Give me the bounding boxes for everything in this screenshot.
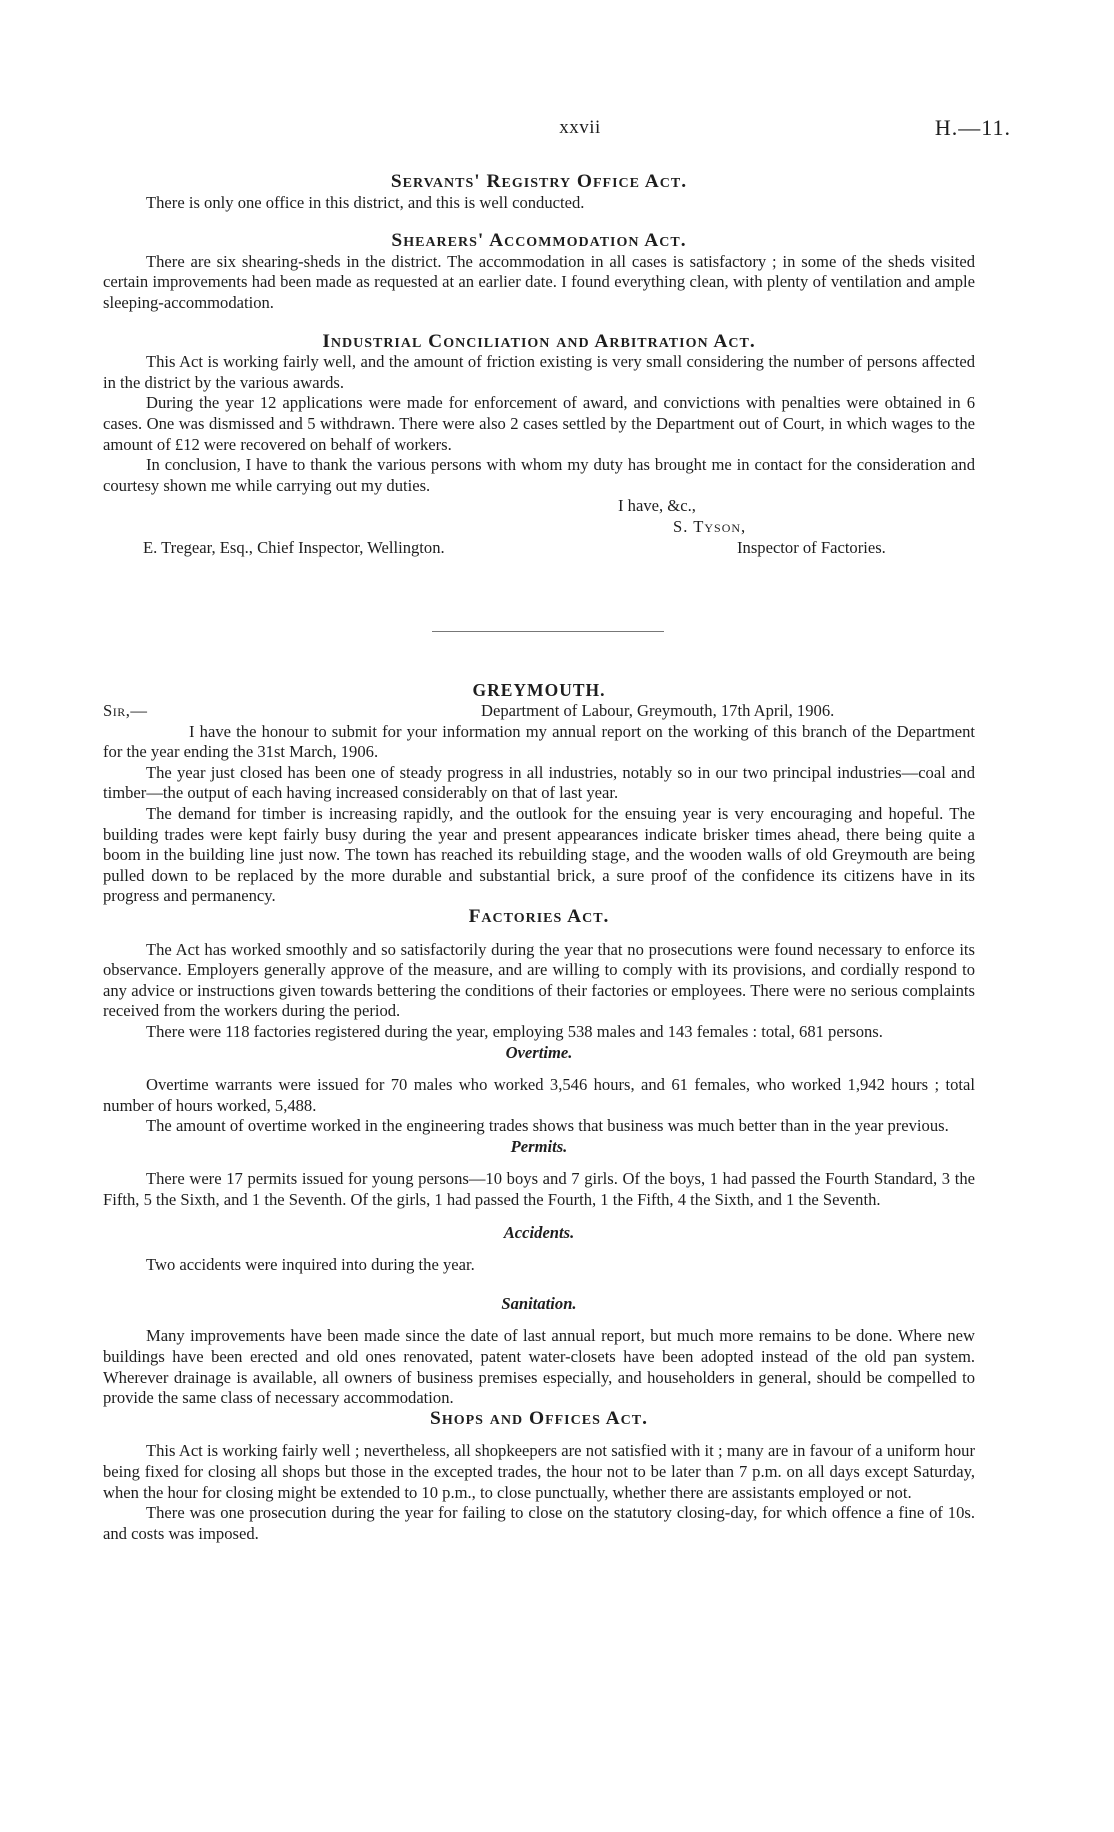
page-number: xxvii — [559, 117, 601, 138]
accidents-heading: Accidents. — [503, 1222, 575, 1242]
greymouth-dateline-row — [103, 701, 975, 722]
greymouth-title: GREYMOUTH. — [472, 680, 606, 700]
document-reference: H.—11. — [934, 115, 1011, 140]
shearers-accommodation-heading: Shearers' Accommodation Act. — [391, 230, 687, 252]
overtime-paragraph-2: The amount of overtime worked in the engineering trades shows that business was much better than in the year previous. — [146, 1116, 949, 1136]
industrial-paragraph-2: During the year 12 applications were made for enforcement of award, and convictions with penalties were obtained in 6 cases. One was dismissed and 5 withdrawn. There were also 2 cases settled by the Department out of Court, in which wages to the amount of £12 were recovered on behalf of workers. — [103, 393, 975, 454]
servants-registry-text: There is only one office in this district, and this is well conducted. — [146, 192, 585, 212]
sanitation-heading: Sanitation. — [501, 1293, 577, 1313]
industrial-conciliation-heading: Industrial Conciliation and Arbitration Act. — [322, 330, 756, 352]
greymouth-paragraph-1: I have the honour to submit for your information my annual report on the working of this branch of the Department for the year ending the 31st March, 1906. — [103, 721, 975, 762]
overtime-heading: Overtime. — [505, 1042, 573, 1062]
inspector-report-tail — [103, 172, 975, 559]
sanitation-paragraph-1: Many improvements have been made since the date of last annual report, but much more remains to be done. Where new buildings have been erected and old ones renovated, patent water-closets have been adopted instead of the old pan system. Wherever drainage is available, all owners of business premises especially, and householders in general, should be compelled to provide the same class of necessary accommodation. — [103, 1326, 975, 1408]
shearers-accommodation-text: There are six shearing-sheds in the district. The accommodation in all cases is satisfactory ; in some of the sheds visited certain improvements had been made as requested at an earlier date. I found everything clean, with plenty of ventilation and ample sleeping-accommodation. — [103, 251, 975, 312]
shops-paragraph-1: This Act is working fairly well ; nevertheless, all shopkeepers are not satisfied with it ; many are in favour of a uniform hour being fixed for closing all shops but those in the excepted trades, the hour not to be later than 7 p.m. on all days except Saturday, when the hour for closing might be extended to 10 p.m., to close punctually, whether there are assistants employed or not. — [103, 1441, 975, 1502]
signoff-name-row — [103, 517, 975, 538]
signoff-title: Inspector of Factories. — [737, 538, 886, 558]
shops-paragraph-2: There was one prosecution during the year for failing to close on the statutory closing-day, for which offence a fine of 10s. and costs was imposed. — [103, 1503, 975, 1543]
shops-offices-heading: Shops and Offices Act. — [430, 1407, 648, 1429]
overtime-paragraph-1: Overtime warrants were issued for 70 males who worked 3,546 hours, and 61 females, who worked 1,942 hours ; total number of hours worked, 5,488. — [103, 1075, 975, 1115]
signoff-address-row — [103, 538, 975, 559]
servants-registry-heading: Servants' Registry Office Act. — [390, 171, 688, 192]
accidents-paragraph-1: Two accidents were inquired into during the year. — [146, 1255, 475, 1275]
section-divider — [432, 631, 664, 632]
greymouth-paragraph-2: The year just closed has been one of steady progress in all industries, notably so in our two principal industries—coal and timber—the output of each having increased considerably on that of last year. — [103, 762, 975, 803]
permits-heading: Permits. — [510, 1136, 568, 1156]
industrial-paragraph-1: This Act is working fairly well, and the amount of friction existing is very small considering the number of persons affected in the district by the various awards. — [103, 352, 975, 392]
permits-paragraph-1: There were 17 permits issued for young persons—10 boys and 7 girls. Of the boys, 1 had passed the Fourth Standard, 3 the Fifth, 5 the Sixth, and 1 the Seventh. Of the girls, 1 had passed the Fourth, 1 the Fifth, 4 the Sixth, and 1 the Seventh. — [103, 1169, 975, 1210]
signoff-closing-row — [103, 496, 975, 517]
signoff-addressee: E. Tregear, Esq., Chief Inspector, Wellington. — [143, 538, 445, 558]
industrial-paragraph-3: In conclusion, I have to thank the various persons with whom my duty has brought me in contact for the consideration and courtesy shown me while carrying out my duties. — [103, 455, 975, 495]
salutation: Sir,— — [103, 700, 148, 720]
greymouth-report — [103, 680, 975, 1544]
signoff-name: S. Tyson, — [673, 517, 747, 537]
factories-act-heading: Factories Act. — [468, 905, 610, 927]
dateline: Department of Labour, Greymouth, 17th April, 1906. — [481, 700, 835, 720]
greymouth-paragraph-3: The demand for timber is increasing rapidly, and the outlook for the ensuing year is very encouraging and hopeful. The building trades were kept fairly busy during the year and present appearances indicate brisker times ahead, there being quite a boom in the building line just now. The town has reached its rebuilding stage, and the wooden walls of old Greymouth are being pulled down to be replaced by the more durable and substantial brick, a sure proof of the confidence its citizens have in its progress and permanency. — [103, 803, 975, 906]
factories-paragraph-2: There were 118 factories registered during the year, employing 538 males and 143 females : total, 681 persons. — [146, 1021, 883, 1041]
factories-paragraph-1: The Act has worked smoothly and so satisfactorily during the year that no prosecutions were found necessary to enforce its observance. Employers generally approve of the measure, and are willing to comply with its provisions, and cordially respond to any advice or instructions given towards bettering the conditions of their factories or employees. There were no serious complaints received from the workers during the period. — [103, 939, 975, 1021]
signoff-closing: I have, &c., — [618, 496, 696, 516]
